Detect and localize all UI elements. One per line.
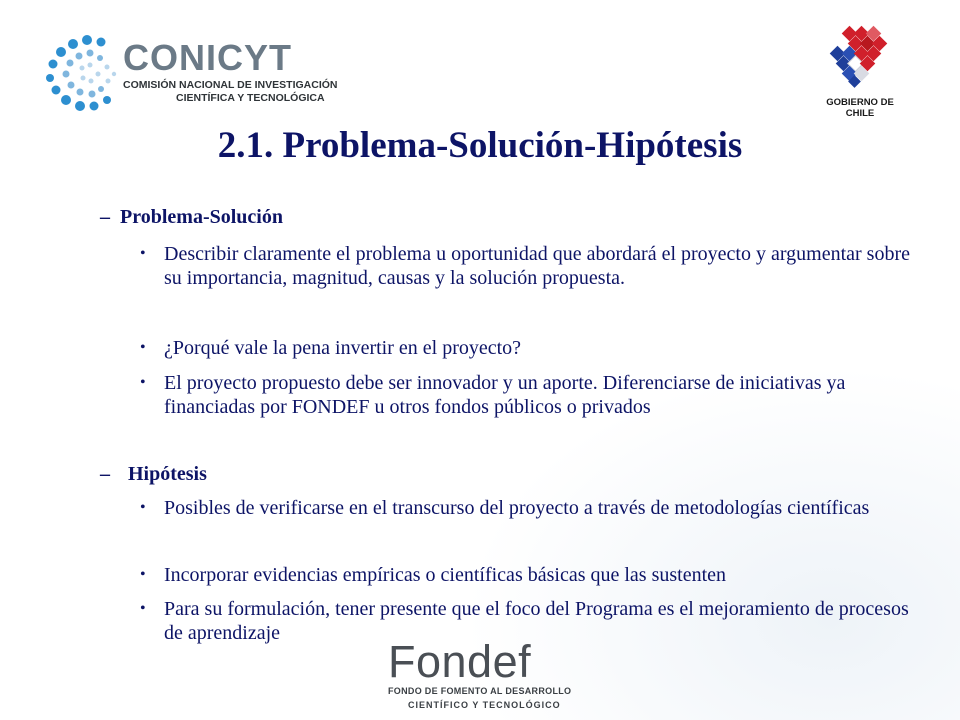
list-item: [140, 496, 920, 520]
bullet-icon: •: [140, 566, 146, 583]
list-item-text: Incorporar evidencias empíricas o científicas básicas que las sustenten: [164, 564, 727, 586]
list-item-text: El proyecto propuesto debe ser innovador y un aporte. Diferenciarse de iniciativas ya financiadas por FONDEF u otros fondos públicos o privados: [164, 372, 846, 418]
dash-marker: –: [100, 206, 110, 228]
conicyt-name: CONICYT: [123, 37, 292, 78]
fondef-subtitle-line1: FONDO DE FOMENTO AL DESARROLLO: [388, 686, 572, 696]
conicyt-subtitle-line1: COMISIÓN NACIONAL DE INVESTIGACIÓN: [123, 79, 338, 91]
list-item: [140, 336, 920, 360]
fondef-subtitle-line2: CIENTÍFICO Y TECNOLÓGICO: [408, 700, 561, 710]
section-heading-problema-solucion: [100, 205, 283, 229]
gobierno-label: GOBIERNO DE CHILE: [826, 97, 894, 119]
conicyt-subtitle-line2: CIENTÍFICA Y TECNOLÓGICA: [176, 92, 325, 104]
bullet-icon: •: [140, 499, 146, 516]
list-item: [140, 563, 920, 587]
slide-title: 2.1. Problema-Solución-Hipótesis: [217, 125, 743, 166]
section-heading-hipotesis: [100, 462, 207, 486]
section-heading-label: Problema-Solución: [120, 206, 283, 228]
list-item-text: Posibles de verificarse en el transcurso del proyecto a través de metodologías científicas: [164, 497, 870, 519]
dash-marker: –: [100, 463, 110, 485]
list-item: [140, 371, 920, 419]
list-item-text: ¿Porqué vale la pena invertir en el proyecto?: [164, 337, 522, 359]
bullet-icon: •: [140, 600, 146, 617]
bullet-icon: •: [140, 339, 146, 356]
bullet-icon: •: [140, 374, 146, 391]
list-item-text: Para su formulación, tener presente que el foco del Programa es el mejoramiento de procesos de aprendizaje: [164, 598, 909, 644]
bullet-icon: •: [140, 245, 146, 262]
section-heading-label: Hipótesis: [128, 463, 207, 485]
fondef-wordmark: Fondef: [388, 636, 532, 687]
list-item-text: Describir claramente el problema u oportunidad que abordará el proyecto y argumentar sobre su importancia, magnitud, causas y la solución propuesta.: [164, 243, 910, 289]
list-item: [140, 242, 920, 290]
